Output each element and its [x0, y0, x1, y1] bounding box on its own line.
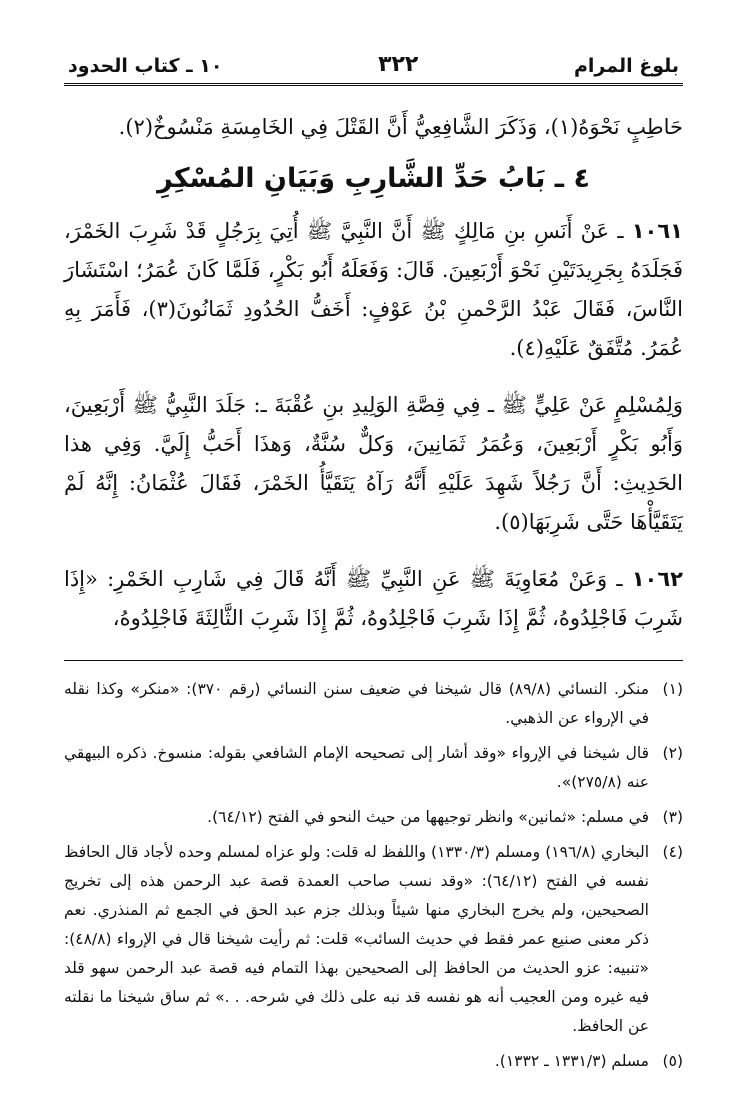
footnotes: [64, 675, 683, 1076]
footnote: [64, 1047, 683, 1076]
footnote: [64, 838, 683, 1041]
hadith-text: ـ عَنْ أَنَسِ بنِ مَالِكٍ ﷺ أَنَّ النَّبِيَّ ﷺ أُتِيَ بِرَجُلٍ قَدْ شَرِبَ الخَمْرَ، فَجَلَدَهُ بِجَرِيدَتَيْنِ نَحْوَ أَرْبَعِينَ. قَالَ: وَفَعَلَهُ أَبُو بَكْرٍ، فَلَمَّا كَانَ عُمَرُ؛ اسْتَشَارَ النَّاسَ، فَقَالَ عَبْدُ الرَّحْمنِ بْنُ عَوْفٍ: أَخَفُّ الحُدُودِ ثَمَانُونَ(٣)، فَأَمَرَ بِهِ عُمَرُ. مُتَّفَقٌ عَلَيْهِ(٤).: [64, 219, 684, 360]
footnote-text: مسلم (١٣٣١/٣ ـ ١٣٣٢).: [494, 1052, 649, 1070]
hadith-paragraph: [64, 560, 683, 638]
book-title: بلوغ المرام: [573, 55, 679, 77]
hadith-number: ١٠٦١: [631, 219, 683, 243]
footnote-text: البخاري (١٩٦/٨) ومسلم (١٣٣٠/٣) واللفظ له قلت: ولو عزاه لمسلم وحده لأجاد قال الحافظ نفسه في الفتح (٦٤/١٢): «وقد نسب صاحب العمدة قصة عبد الرحمن هذه إلى تخريج الصحيحين، ولم يخرج البخاري منها شيئاً وبذلك جزم عبد الحق في الجمع ثم المنذري. نعم ذكر معنى صنيع عمر فقط في حديث السائب» قلت: ثم رأيت شيخنا قال في الإرواء (٤٨/٨): «تنبيه: عزو الحديث من الحافظ إلى الصحيحين بهذا التمام فيه قصة عبد الرحمن سهو قلد فيه غيره ومن العجيب أنه هو نفسه قد نبه على ذلك في شرحه. . .» ثم ساق شيخنا ما نقلته عن الحافظ.: [64, 843, 650, 1035]
footnote-number: (٥): [662, 1052, 683, 1070]
hadith-paragraph: [64, 386, 683, 542]
footnote: [64, 803, 683, 832]
hadith-text: وَلِمُسْلِمٍ عَنْ عَلِيٍّ ﷺ ـ فِي قِصَّةِ الوَلِيدِ بنِ عُقْبَةَ ـ: جَلَدَ النَّبِيُّ ﷺ أَرْبَعِينَ، وَأَبُو بَكْرٍ أَرْبَعِينَ، وَعُمَرُ ثَمَانِينَ، وَكلٌّ سُنَّةٌ، وَهذَا أَحَبُّ إِلَيَّ. وَفِي هذا الحَدِيثِ: أَنَّ رَجُلاً شَهِدَ عَلَيْهِ أَنَّهُ رَآهُ يَتَقَيَّأُ الخَمْرَ، فَقَالَ عُثْمَانُ: إِنَّهُ لَمْ يَتَقَيَّأْهَا حَتَّى شَرِبَهَا(٥).: [64, 393, 683, 534]
footnote-separator: [64, 660, 683, 661]
footnote-number: (١): [662, 680, 683, 698]
hadith-text: ـ وَعَنْ مُعَاوِيَةَ ﷺ عَنِ النَّبِيِّ ﷺ أَنَّهُ قَالَ فِي شَارِبِ الخَمْرِ: «إِذَا شَرِبَ فَاجْلِدُوهُ، ثُمَّ إِذَا شَرِبَ فَاجْلِدُوهُ، ثُمَّ إِذَا شَرِبَ الثَّالِثَةَ فَاجْلِدُوهُ،: [64, 567, 683, 630]
chapter-title: ٤ ـ بَابُ حَدِّ الشَّارِبِ وَبَيَانِ المُسْكِرِ: [157, 163, 590, 194]
page-number: ٣٢٢: [378, 52, 419, 77]
footnote-text: منكر. النسائي (٨٩/٨) قال شيخنا في ضعيف سنن النسائي (رقم ٣٧٠): «منكر» وكذا نقله في الإرواء عن الذهبي.: [64, 680, 650, 727]
chapter-name: ١٠ ـ كتاب الحدود: [68, 55, 223, 77]
footnote: [64, 739, 683, 797]
hadith-number: ١٠٦٢: [631, 567, 683, 591]
running-header: [64, 52, 683, 86]
footnote-text: قال شيخنا في الإرواء «وقد أشار إلى تصحيحه الإمام الشافعي بقوله: منسوخ. ذكره البيهقي عنه (٢٧٥/٨)».: [64, 744, 649, 791]
intro-line: حَاطِبٍ نَحْوَهُ(١)، وَذَكَرَ الشَّافِعِيُّ أَنَّ القَتْلَ فِي الخَامِسَةِ مَنْسُوخٌ(٢).: [118, 115, 683, 139]
footnote-number: (٣): [662, 808, 683, 826]
footnote-number: (٤): [662, 843, 683, 861]
hadith-paragraph: [64, 212, 683, 368]
footnote-number: (٢): [662, 744, 683, 762]
footnote-text: في مسلم: «ثمانين» وانظر توجيهها من حيث النحو في الفتح (٦٤/١٢).: [207, 808, 649, 826]
footnote: [64, 675, 683, 733]
